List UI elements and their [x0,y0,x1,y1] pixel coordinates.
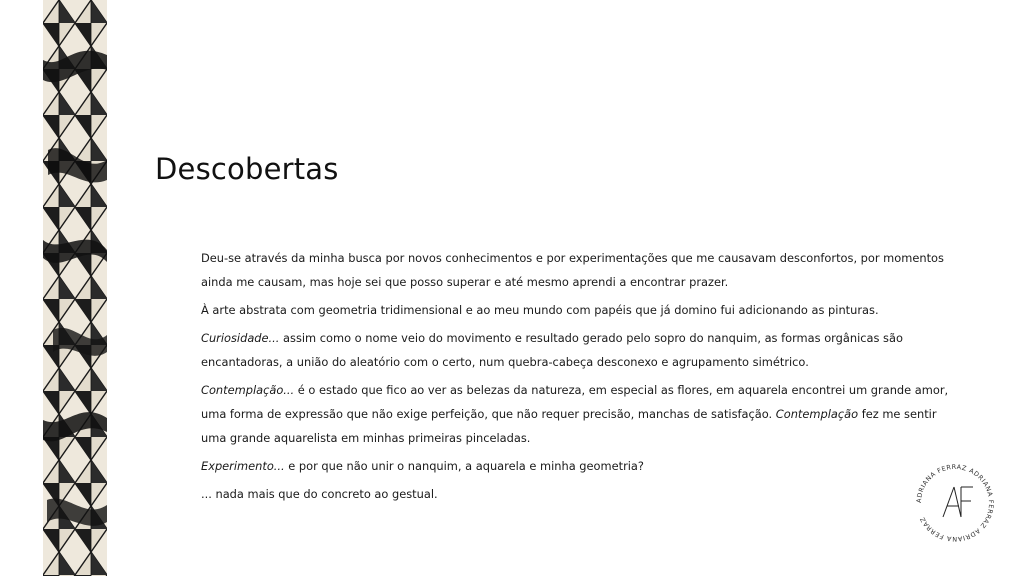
paragraph [201,378,961,450]
seal-graphic [913,461,997,545]
paragraph-text: À arte abstrata com geometria tridimensional e ao meu mundo com papéis que já domino fui adicionando as pinturas. [201,303,879,317]
paragraph-text: ... nada mais que do concreto ao gestual. [201,487,438,501]
paragraph [201,298,961,322]
paragraph [201,326,961,374]
paragraph-lead-inline: Contemplação [775,407,859,421]
paragraph [201,454,961,478]
body-text [201,246,961,510]
paragraph-text: assim como o nome veio do movimento e resultado gerado pelo sopro do nanquim, as formas orgânicas são encantadoras, a união do aleatório com o certo, num quebra-cabeça desconexo e agrupamento simétrico. [201,331,903,369]
svg-text:ADRIANA FERRAZ ADRIANA FERRAZ [915,463,995,543]
paragraph-text: é o estado que fico ao ver as belezas da natureza, em especial as flores, em aquarela encontrei um grande amor, uma forma de expressão que não exige perfeição, que não requer precisão, manchas de satisfação. [201,383,949,421]
geometric-ink-artwork [43,0,107,576]
author-seal-logo [913,461,997,545]
decorative-artwork-strip [43,0,107,576]
paragraph-text: e por que não unir o nanquim, a aquarela e minha geometria? [284,459,644,473]
page-title: Descobertas [155,152,339,186]
paragraph [201,246,961,294]
paragraph-text: fez me sentir uma grande aquarelista em minhas primeiras pinceladas. [201,407,937,445]
seal-ring-text: ADRIANA FERRAZ ADRIANA FERRAZ ADRIANA FERRAZ [914,462,996,544]
paragraph-text: Deu-se através da minha busca por novos conhecimentos e por experimentações que me causavam desconfortos, por momentos ainda me causam, mas hoje sei que posso superar e até mesmo aprendi a encontrar prazer. [201,251,944,289]
paragraph [201,482,961,506]
paragraph-lead: Experimento... [201,459,285,473]
paragraph-lead: Curiosidade... [201,331,280,345]
paragraph-lead: Contemplação... [201,383,295,397]
